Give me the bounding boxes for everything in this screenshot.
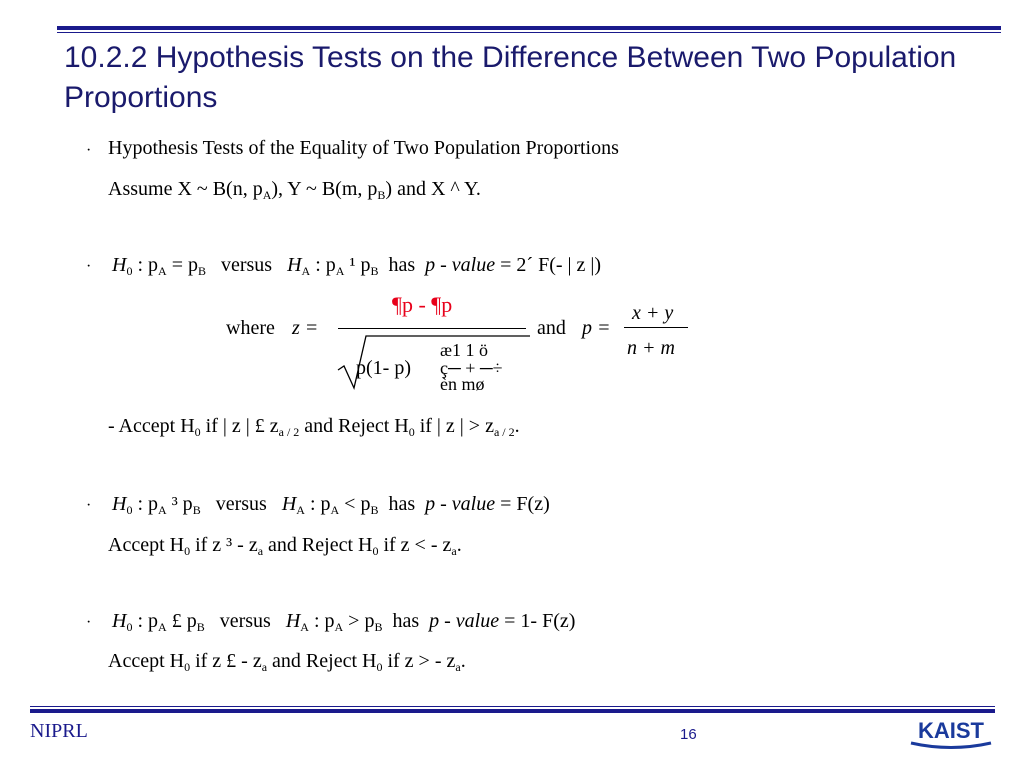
pvalue-rhs: = F(z) xyxy=(500,493,550,515)
accept-cond: if z £ - z xyxy=(190,650,262,672)
z-equals xyxy=(292,317,318,340)
h0-le: £ p xyxy=(166,610,197,632)
sub-a: A xyxy=(296,503,305,517)
ha-text: : p xyxy=(313,610,335,632)
accept-text: Accept H xyxy=(108,534,185,556)
ha-symbol: H xyxy=(285,610,301,632)
reject-cond: if z < - z xyxy=(378,534,452,556)
top-rule-thin xyxy=(57,32,1001,33)
sub-a: A xyxy=(158,503,167,517)
phat-label xyxy=(582,317,611,340)
footer-niprl: NIPRL xyxy=(30,720,88,742)
logo-text: KAIST xyxy=(918,718,984,743)
reject-text: and Reject H xyxy=(263,534,373,556)
phat-fraction-bar xyxy=(624,327,688,328)
sub-zero: 0 xyxy=(126,620,133,634)
pvalue-rhs: = 2´ F(- | z |) xyxy=(500,254,602,276)
sub-a: A xyxy=(300,620,309,634)
sub-alpha: a xyxy=(261,660,268,674)
sub-alpha2: a / 2 xyxy=(278,425,300,439)
sub-a: A xyxy=(158,620,167,634)
sub-a: A xyxy=(334,620,344,634)
bottom-rule-thin xyxy=(30,706,995,707)
where-label: where xyxy=(226,317,275,339)
sub-zero: 0 xyxy=(126,264,133,278)
ha-symbol: H xyxy=(287,254,302,276)
section1-assume xyxy=(108,178,481,201)
top-rule xyxy=(57,26,1001,30)
assume-text: Assume X ~ B(n, p xyxy=(108,178,263,200)
h0-eq: = p xyxy=(166,254,198,276)
versus-text: versus xyxy=(220,254,273,276)
sub-alpha: a xyxy=(451,544,457,558)
section2-decision xyxy=(108,415,520,438)
section3-hypothesis xyxy=(112,493,550,516)
z-denominator-nm: èn mø xyxy=(440,374,485,394)
z-denominator-inner: ç─ + ─÷ xyxy=(440,358,503,378)
ha-neq: ¹ p xyxy=(344,254,371,276)
z-numerator: ¶p - ¶p xyxy=(392,292,453,317)
pvalue-label: p - value xyxy=(429,610,500,632)
phat-denominator: n + m xyxy=(627,337,675,359)
accept-text: Accept H xyxy=(108,650,185,672)
h0-text: : p xyxy=(137,610,159,632)
sub-alpha: a xyxy=(257,544,264,558)
section1-heading: Hypothesis Tests of the Equality of Two Population Proportions xyxy=(108,137,619,159)
period: . xyxy=(460,650,466,672)
sub-a: A xyxy=(301,264,311,278)
sub-b: B xyxy=(370,264,379,278)
bullet: · xyxy=(86,142,92,159)
ha-gt: > p xyxy=(343,610,375,632)
section4-hypothesis xyxy=(112,610,575,633)
pvalue-label: p - value xyxy=(425,254,496,276)
has-text: has xyxy=(392,610,420,632)
z-denominator-left: p(1- p) xyxy=(356,357,411,379)
h0-text: : p xyxy=(137,254,159,276)
pvalue-label: p - value xyxy=(425,493,496,515)
assume-rest: ), Y ~ B(m, p xyxy=(271,178,378,200)
section2-hypothesis xyxy=(112,254,601,277)
section3-decision xyxy=(108,534,462,557)
accept-text: - Accept H xyxy=(108,415,195,437)
ha-text: : p xyxy=(315,254,336,276)
phat-numerator: x + y xyxy=(632,302,674,324)
sub-zero: 0 xyxy=(184,544,191,558)
sub-a: A xyxy=(330,503,340,517)
accept-cond: if z ³ - z xyxy=(190,534,258,556)
sub-b: B xyxy=(192,503,201,517)
sub-zero: 0 xyxy=(376,660,383,674)
sub-b: B xyxy=(370,503,379,517)
sub-b: B xyxy=(196,620,205,634)
assume-end: ) and X ^ Y. xyxy=(385,178,481,200)
has-text: has xyxy=(388,254,416,276)
sub-b: B xyxy=(374,620,383,634)
reject-cond: if | z | > z xyxy=(414,415,494,437)
has-text: has xyxy=(388,493,416,515)
bullet: · xyxy=(86,497,92,514)
accept-cond: if | z | £ z xyxy=(200,415,279,437)
h0-symbol: H xyxy=(112,610,127,632)
sub-alpha: a xyxy=(455,660,461,674)
sub-zero: 0 xyxy=(184,660,191,674)
bullet: · xyxy=(86,614,92,631)
reject-text: and Reject H xyxy=(267,650,377,672)
bullet: · xyxy=(86,258,92,275)
z-denominator-paren: æ1 1 ö xyxy=(440,340,489,360)
sub-a: A xyxy=(262,188,272,202)
period: . xyxy=(456,534,462,556)
ha-symbol: H xyxy=(281,493,297,515)
period: . xyxy=(514,415,520,437)
z-eq: z = xyxy=(292,317,319,339)
sub-zero: 0 xyxy=(408,425,415,439)
phat-eq: p = xyxy=(582,317,611,339)
sub-a: A xyxy=(335,264,345,278)
sub-b: B xyxy=(197,264,206,278)
versus-text: versus xyxy=(215,493,267,515)
section4-decision xyxy=(108,650,466,673)
sub-zero: 0 xyxy=(194,425,201,439)
bottom-rule xyxy=(30,709,995,713)
sub-zero: 0 xyxy=(126,503,133,517)
pvalue-rhs: = 1- F(z) xyxy=(504,610,576,632)
h0-text: : p xyxy=(137,493,159,515)
h0-ge: ³ p xyxy=(166,493,193,515)
h0-symbol: H xyxy=(112,493,127,515)
sub-b: B xyxy=(377,188,386,202)
slide-title: 10.2.2 Hypothesis Tests on the Difference Between Two Population Proportions xyxy=(64,41,957,114)
and-text: and xyxy=(537,317,566,339)
kaist-logo-icon xyxy=(905,714,997,750)
ha-lt: < p xyxy=(339,493,371,515)
sub-zero: 0 xyxy=(372,544,379,558)
sub-a: A xyxy=(158,264,167,278)
h0-symbol: H xyxy=(112,254,127,276)
ha-text: : p xyxy=(309,493,331,515)
versus-text: versus xyxy=(219,610,271,632)
z-fraction-bar xyxy=(338,328,526,329)
sub-alpha2: a / 2 xyxy=(493,425,515,439)
reject-cond: if z > - z xyxy=(382,650,456,672)
reject-text: and Reject H xyxy=(299,415,409,437)
page-number: 16 xyxy=(680,726,697,743)
